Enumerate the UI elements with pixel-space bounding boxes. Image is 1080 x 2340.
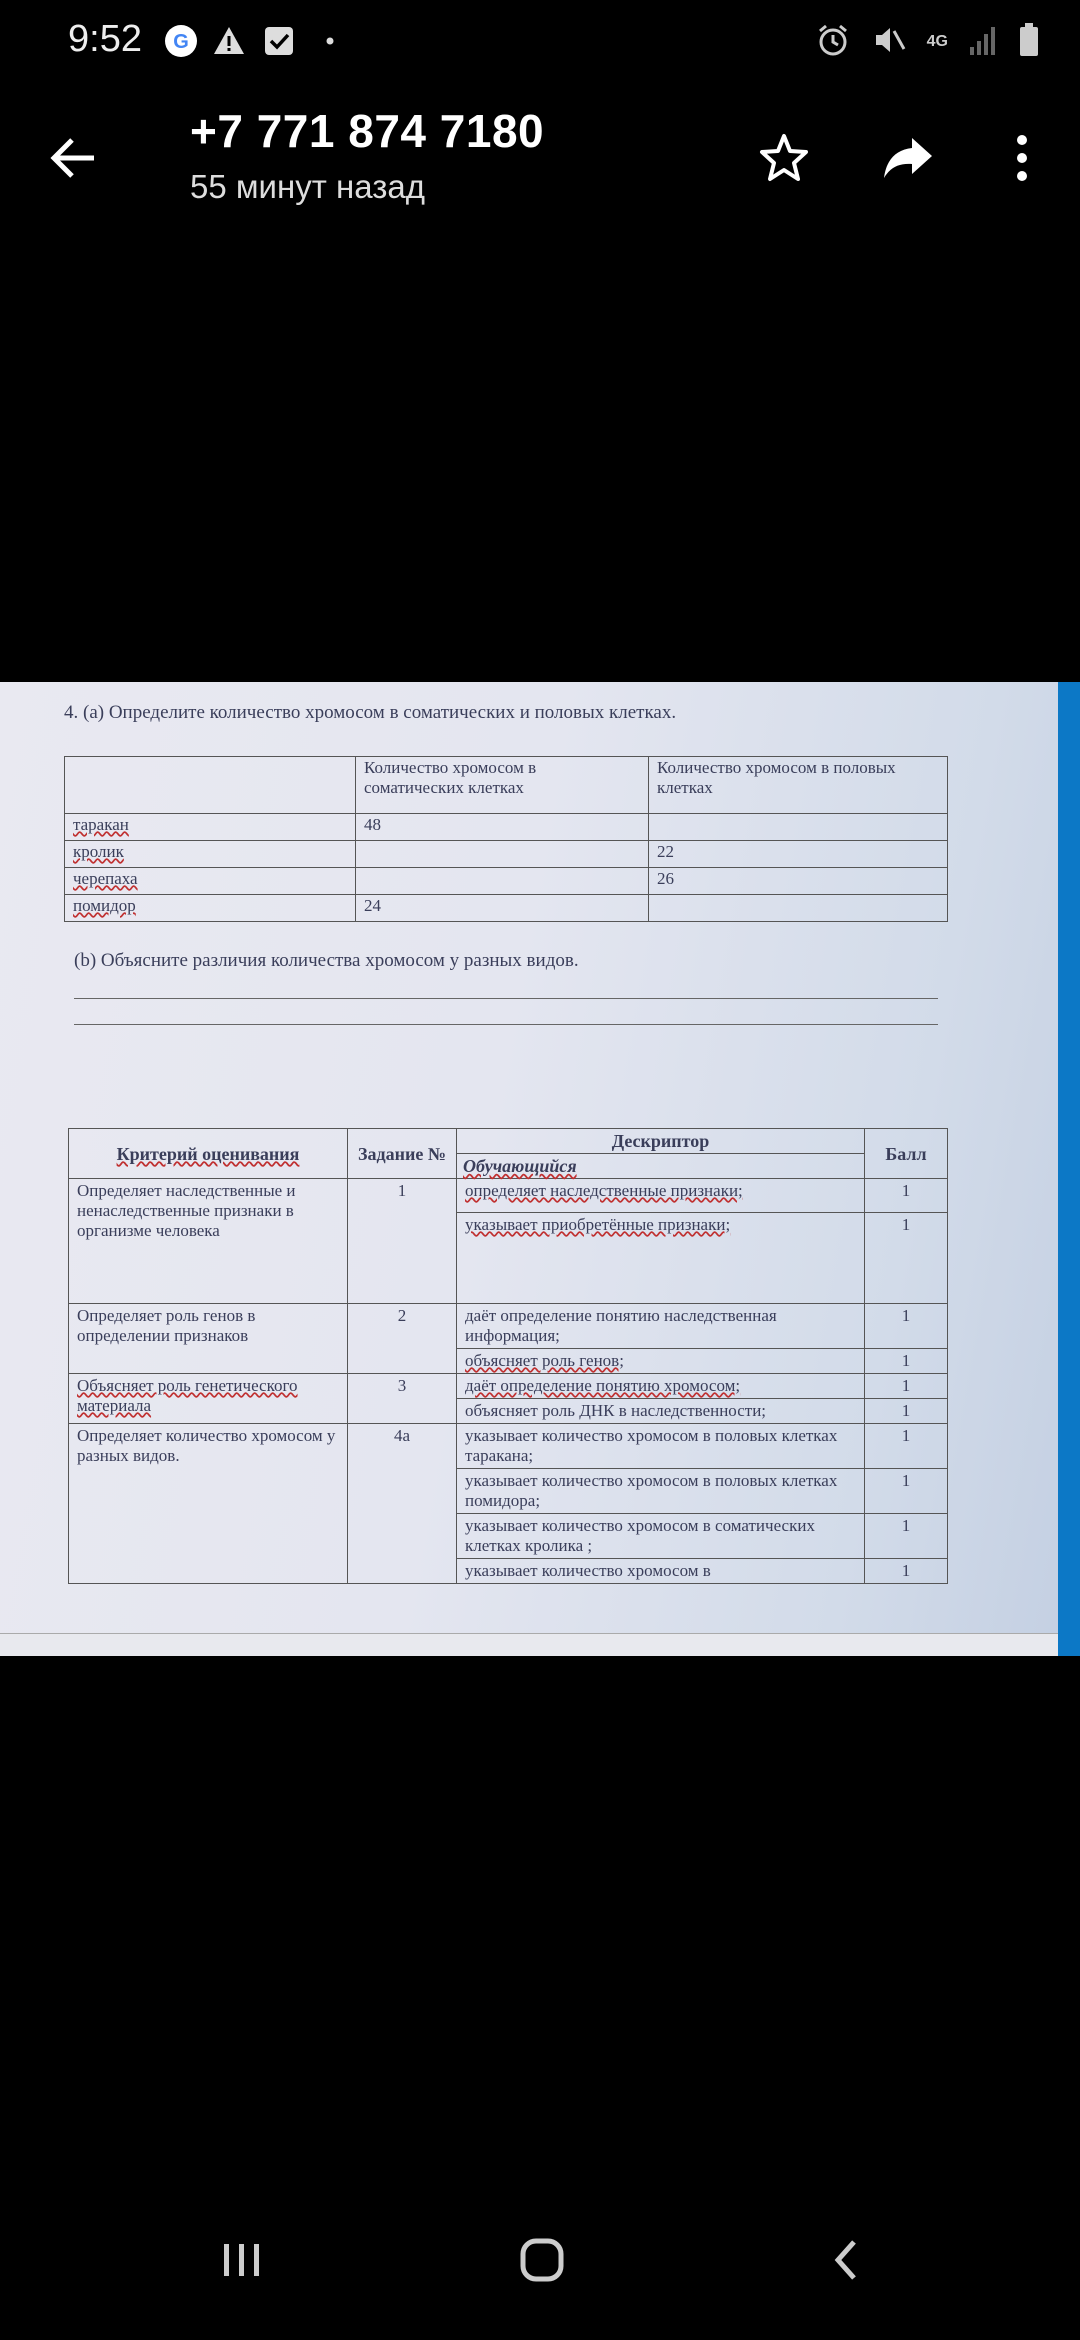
network-label: 4G <box>926 33 948 50</box>
table-cell: 48 <box>356 814 649 841</box>
warning-icon <box>212 24 246 58</box>
table-subheader: Обучающийся <box>457 1154 865 1179</box>
table-cell: 1 <box>865 1213 948 1304</box>
table-cell: указывает количество хромосом в <box>457 1559 865 1584</box>
svg-text:G: G <box>173 31 189 53</box>
table-cell: указывает количество хромосом в половых клетках таракана; <box>457 1424 865 1469</box>
table-cell: указывает приобретённые признаки; <box>457 1213 865 1304</box>
table-cell: объясняет роль ДНК в наследственности; <box>457 1399 865 1424</box>
table-row <box>69 1179 948 1213</box>
table-cell: 1 <box>348 1179 457 1304</box>
table-cell: 1 <box>865 1559 948 1584</box>
table-cell: 2 <box>348 1304 457 1374</box>
table-cell: указывает количество хромосом в соматических клетках кролика ; <box>457 1514 865 1559</box>
dot-icon <box>318 24 352 58</box>
google-icon <box>164 24 198 58</box>
table-cell: 26 <box>649 868 948 895</box>
question-4b: (b) Объясните различия количества хромосом у разных видов. <box>74 950 579 971</box>
signal-icon <box>968 23 998 62</box>
table-header-cell: Балл <box>865 1129 948 1179</box>
back-icon[interactable] <box>46 130 102 186</box>
table-cell: 24 <box>356 895 649 922</box>
table-cell: объясняет роль генов; <box>457 1349 865 1374</box>
back-nav-icon[interactable] <box>816 2230 876 2290</box>
system-icons <box>815 20 1040 64</box>
table-cell: 1 <box>865 1399 948 1424</box>
monitor-edge <box>1058 682 1080 1656</box>
answer-line <box>74 998 938 999</box>
table-cell: определяет наследственные признаки; <box>457 1179 865 1213</box>
table-row <box>69 1304 948 1349</box>
question-4a: 4. (а) Определите количество хромосом в соматических и половых клетках. <box>64 702 677 723</box>
table-row <box>69 1424 948 1469</box>
table-row <box>65 841 948 868</box>
table-cell: Объясняет роль генетического материала <box>69 1374 348 1424</box>
status-time: 9:52 <box>68 18 142 60</box>
table-cell: 22 <box>649 841 948 868</box>
photo-image[interactable] <box>0 682 1080 1656</box>
status-bar <box>0 0 1080 84</box>
table-cell: 1 <box>865 1304 948 1349</box>
table-cell: кролик <box>65 841 356 868</box>
table-cell: Определяет роль генов в определении признаков <box>69 1304 348 1374</box>
table-cell: даёт определение понятию наследственная информация; <box>457 1304 865 1349</box>
table-row <box>69 1374 948 1399</box>
viewer-header <box>0 90 1080 230</box>
table-cell: черепаха <box>65 868 356 895</box>
sent-time: 55 минут назад <box>190 168 425 205</box>
checkbox-icon <box>262 24 296 58</box>
table-row <box>65 895 948 922</box>
share-icon[interactable] <box>878 128 938 188</box>
more-icon[interactable] <box>992 128 1052 188</box>
table-header-cell: Дескриптор <box>457 1129 865 1154</box>
alarm-icon <box>815 22 851 63</box>
table-cell: 1 <box>865 1424 948 1469</box>
navigation-bar <box>0 2190 1080 2340</box>
table-header-cell <box>65 757 356 814</box>
table-cell: 1 <box>865 1374 948 1399</box>
chromosome-table <box>64 756 948 922</box>
table-cell <box>356 841 649 868</box>
table-cell: 1 <box>865 1514 948 1559</box>
table-cell: помидор <box>65 895 356 922</box>
table-cell: 1 <box>865 1469 948 1514</box>
table-cell: 3 <box>348 1374 457 1424</box>
table-cell: даёт определение понятию хромосом; <box>457 1374 865 1399</box>
table-cell: указывает количество хромосом в половых клетках помидора; <box>457 1469 865 1514</box>
table-cell: таракан <box>65 814 356 841</box>
table-cell <box>649 814 948 841</box>
sender-phone: +7 771 874 7180 <box>190 105 545 157</box>
table-cell <box>356 868 649 895</box>
star-icon[interactable] <box>754 128 814 188</box>
table-cell: 1 <box>865 1349 948 1374</box>
table-row <box>65 814 948 841</box>
table-cell: Определяет наследственные и ненаследственные признаки в организме человека <box>69 1179 348 1304</box>
assessment-table <box>68 1128 948 1584</box>
monitor-taskbar <box>0 1633 1080 1656</box>
home-icon[interactable] <box>512 2230 572 2290</box>
table-cell <box>649 895 948 922</box>
recents-icon[interactable] <box>212 2230 272 2290</box>
table-header-cell: Критерий оценивания <box>69 1129 348 1179</box>
table-header-cell: Количество хромосом в соматических клетках <box>356 757 649 814</box>
table-cell: Определяет количество хромосом у разных видов. <box>69 1424 348 1584</box>
battery-icon <box>1018 22 1040 63</box>
answer-line <box>74 1024 938 1025</box>
table-cell: 1 <box>865 1179 948 1213</box>
table-cell: 4a <box>348 1424 457 1584</box>
table-header-cell: Количество хромосом в половых клетках <box>649 757 948 814</box>
mute-icon <box>871 22 907 63</box>
table-row <box>65 868 948 895</box>
table-header-cell: Задание № <box>348 1129 457 1179</box>
